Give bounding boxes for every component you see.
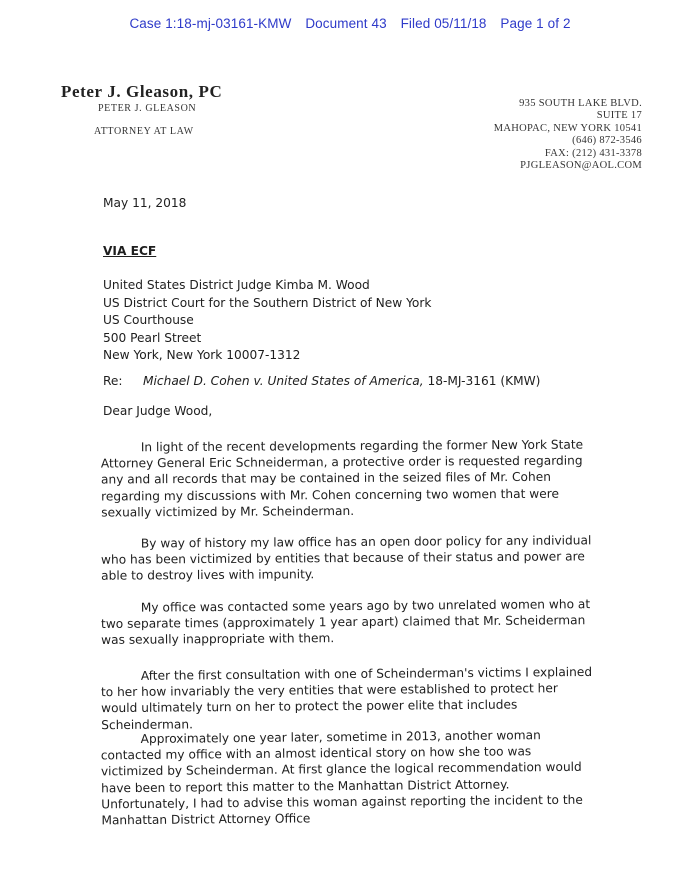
address-street: 935 SOUTH LAKE BLVD. xyxy=(519,98,642,109)
salutation: Dear Judge Wood, xyxy=(103,404,213,418)
recipient-line: US District Court for the Southern District of New York xyxy=(103,295,432,310)
case-number: Case 1:18-mj-03161-KMW xyxy=(129,16,292,31)
body-paragraph: After the first consultation with one of Scheinderman's victims I explained to her how invariably the very entities that were established to protect her would ultimately turn on her to protect the power elite that includes Scheinderman. xyxy=(100,664,593,732)
page-indicator: Page 1 of 2 xyxy=(500,16,571,31)
re-case-name: Michael D. Cohen v. United States of America, xyxy=(143,374,424,388)
re-line xyxy=(103,374,540,388)
address-phone: (646) 872-3546 xyxy=(572,135,642,147)
filed-date: Filed 05/11/18 xyxy=(400,16,487,31)
document-number: Document 43 xyxy=(305,16,387,31)
address-city: MAHOPAC, NEW YORK 10541 xyxy=(493,122,642,134)
firm-address xyxy=(494,98,642,172)
recipient-line: US Courthouse xyxy=(103,313,194,328)
re-case-number: 18-MJ-3161 (KMW) xyxy=(427,374,541,388)
address-email: PJGLEASON@AOL.COM xyxy=(520,160,642,172)
body-paragraph: In light of the recent developments regarding the former New York State Attorney General Eric Schneiderman, a protective order is requested regarding any and all records that may be contained in the seized files of Mr. Cohen regarding my discussions with Mr. Cohen concerning two women that were sexually victimized by Mr. Scheinderman. xyxy=(100,437,584,520)
recipient-line: United States District Judge Kimba M. Wood xyxy=(103,278,370,292)
case-header xyxy=(0,16,700,31)
firm-role: ATTORNEY AT LAW xyxy=(94,126,194,137)
body-paragraph: My office was contacted some years ago by two unrelated women who at two separate times (approximately 1 year apart) claimed that Mr. Scheiderman was sexually inappropriate with them. xyxy=(100,597,591,648)
firm-person: PETER J. GLEASON xyxy=(98,103,197,114)
delivery-method: VIA ECF xyxy=(103,244,157,258)
recipient-line: New York, New York 10007-1312 xyxy=(103,348,301,363)
address-suite: SUITE 17 xyxy=(596,110,642,122)
recipient-address xyxy=(103,277,431,365)
re-label: Re: xyxy=(103,374,123,388)
recipient-line: 500 Pearl Street xyxy=(103,330,202,345)
firm-name: Peter J. Gleason, PC xyxy=(61,82,223,101)
letter-date: May 11, 2018 xyxy=(103,196,187,210)
body-paragraph: Approximately one year later, sometime in 2013, another woman contacted my office with an almost identical story on how she too was victimized by Scheinderman. At first glance the logical recommendation would have been to report this matter to the Manhattan District Attorney. Unfortunately, I had to advise this woman against reporting the incident to the Manhattan District Attorney Office xyxy=(100,728,583,828)
address-fax: FAX: (212) 431-3378 xyxy=(544,147,642,159)
body-paragraph: By way of history my law office has an open door policy for any individual who has been victimized by entities that because of their status and power are able to destroy lives with impunity. xyxy=(100,533,592,584)
